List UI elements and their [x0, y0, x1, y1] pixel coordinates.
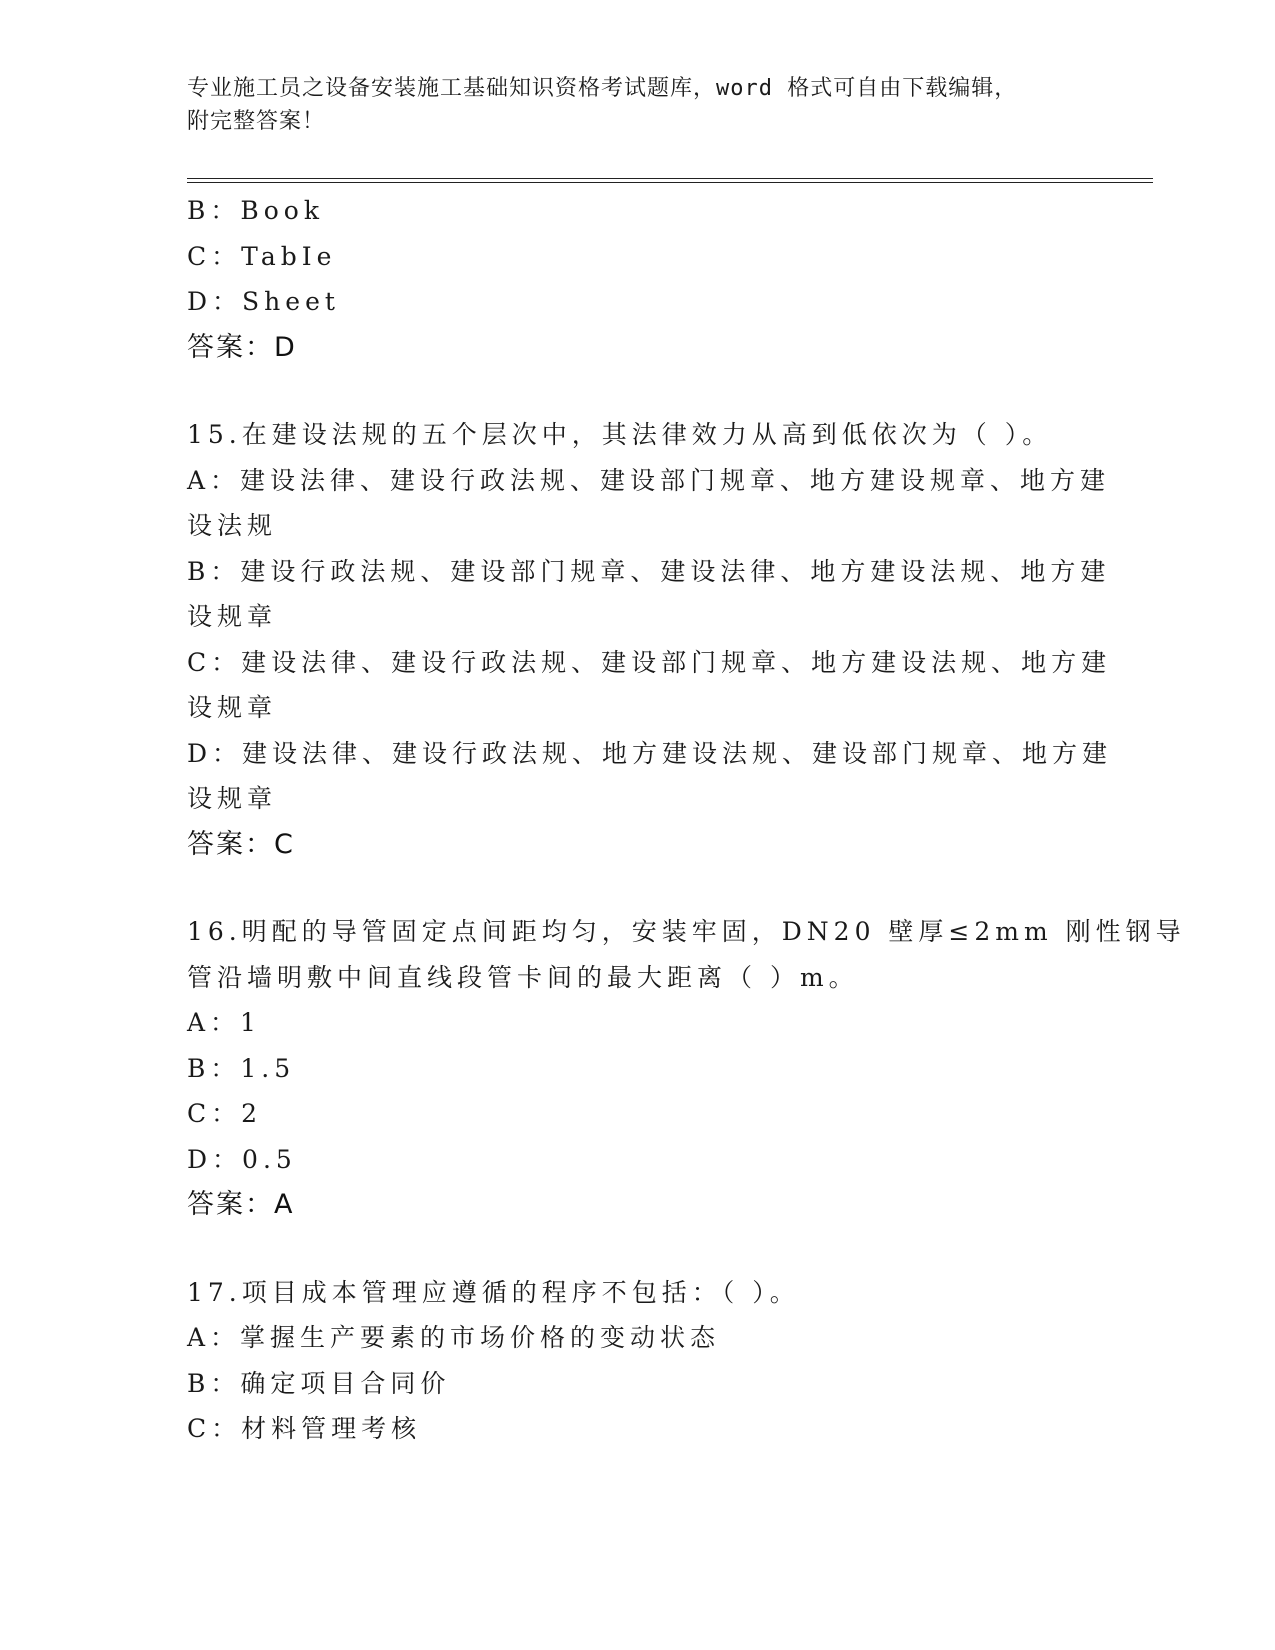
question-15: [187, 412, 1113, 867]
header-divider-bottom: [187, 182, 1153, 183]
question-content: [187, 188, 1186, 1452]
q14-answer: 答案：D: [187, 331, 297, 363]
q16-option-b: B：1.5: [187, 1053, 296, 1083]
q15-option-d-line-2: 设规章: [187, 784, 278, 813]
header-line-2: 附完整答案！: [187, 109, 326, 134]
q17-option-a: A：掌握生产要素的市场价格的变动状态: [187, 1323, 721, 1352]
q16-stem-line-2: 管沿墙明敷中间直线段管卡间的最大距离（ ）m。: [187, 962, 859, 992]
spacer: [187, 1228, 1067, 1270]
q15-stem: 15.在建设法规的五个层次中，其法律效力从高到低依次为（ ）。: [187, 420, 1053, 449]
q15-answer: 答案：C: [187, 828, 295, 860]
header-line-1: 专业施工员之设备安装施工基础知识资格考试题库，word 格式可自由下载编辑，: [187, 76, 1018, 101]
q16-option-d: D：0.5: [187, 1144, 297, 1174]
header-divider-top: [187, 178, 1153, 179]
document-header: [187, 72, 1067, 138]
q16-option-c: C：2: [187, 1099, 263, 1128]
q14-option-b: B：Book: [187, 196, 324, 225]
question-17: [187, 1270, 1067, 1452]
q14-option-d: D：Sheet: [187, 287, 340, 316]
spacer: [187, 370, 1067, 412]
spacer: [187, 867, 1067, 909]
question-16: [187, 909, 1186, 1228]
q17-option-b: B：确定项目合同价: [187, 1368, 451, 1398]
q15-option-c-line-1: C：建设法律、建设行政法规、建设部门规章、地方建设法规、地方建: [187, 647, 1112, 677]
q15-option-c-line-2: 设规章: [187, 693, 278, 722]
q15-option-d-line-1: D：建设法律、建设行政法规、地方建设法规、建设部门规章、地方建: [187, 738, 1113, 768]
q15-option-b-line-1: B：建设行政法规、建设部门规章、建设法律、地方建设法规、地方建: [187, 556, 1111, 586]
q16-option-a: A：1: [187, 1008, 261, 1037]
q16-stem-line-1: 16.明配的导管固定点间距均匀，安装牢固，DN20 壁厚≤2mm 刚性钢导: [187, 917, 1186, 946]
q15-option-a-line-1: A：建设法律、建设行政法规、建设部门规章、地方建设规章、地方建: [187, 465, 1111, 495]
q14-option-c: C：TabIe: [187, 241, 337, 271]
q15-option-b-line-2: 设规章: [187, 602, 278, 631]
question-14: [187, 188, 1067, 370]
q17-stem: 17.项目成本管理应遵循的程序不包括：（ ）。: [187, 1277, 800, 1307]
q16-answer: 答案：A: [187, 1189, 295, 1220]
q17-option-c: C：材料管理考核: [187, 1414, 422, 1443]
q15-option-a-line-2: 设法规: [187, 511, 278, 540]
